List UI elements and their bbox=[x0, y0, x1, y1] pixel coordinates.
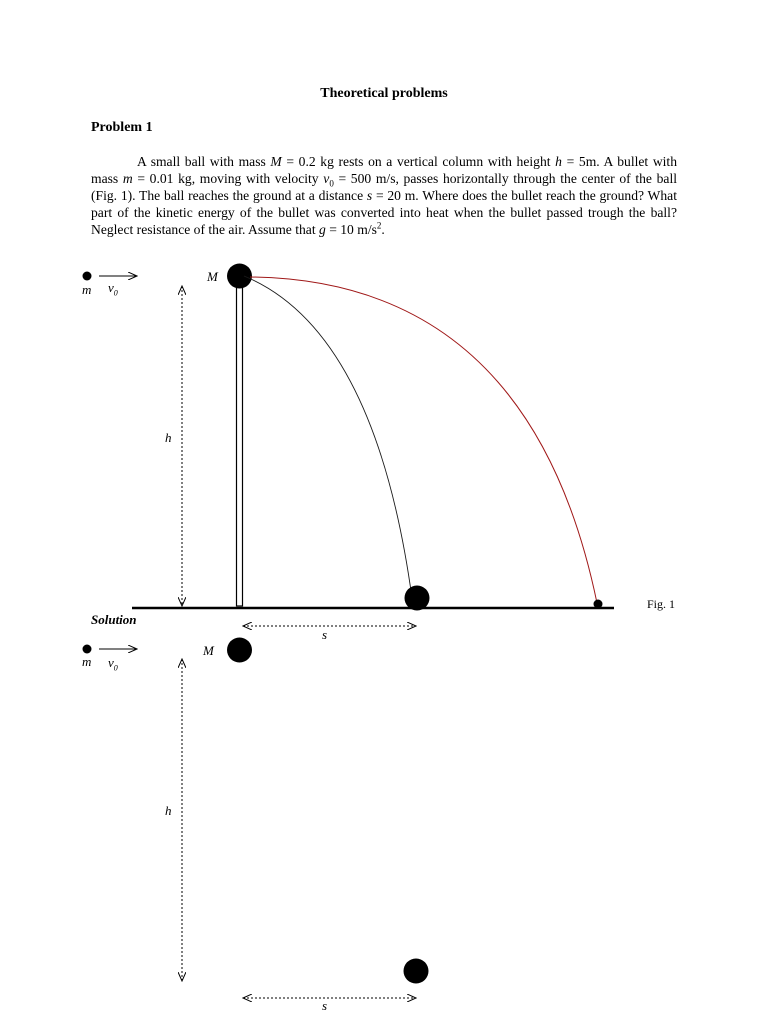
column bbox=[237, 284, 243, 606]
ball-landed-2 bbox=[404, 959, 429, 984]
ball-trajectory bbox=[244, 276, 412, 598]
bullet-dot-2 bbox=[83, 645, 92, 654]
ball-on-column bbox=[227, 264, 252, 289]
ball-2 bbox=[227, 638, 252, 663]
label-h: h bbox=[165, 430, 172, 445]
label-s: s bbox=[322, 627, 328, 642]
label-m-2: m bbox=[82, 654, 92, 669]
figure-caption: Fig. 1 bbox=[647, 597, 676, 611]
bullet-landed bbox=[594, 600, 603, 609]
problem-statement: A small ball with mass M = 0.2 kg rests on a vertical column with height h = 5m. A bullet with mass m = 0.01 kg, moving with velocity $v_0 = 500$ m/s, passes horizontally through the center of the ball (Fig. 1). The ball reaches the ground at a distance s = 20 m. Where does the bullet reach the ground? What part of the kinetic energy of the bullet was converted into heat when the bullet passed trough the ball? Neglect resistance of the air. Assume that g = 10 $m/s^2$. bbox=[91, 154, 678, 237]
label-M-2: M bbox=[203, 643, 214, 658]
bullet-trajectory bbox=[250, 277, 597, 603]
label-s-2: s bbox=[322, 998, 328, 1013]
label-m: m bbox=[82, 282, 92, 297]
bullet-dot bbox=[83, 272, 92, 281]
label-h-2: h bbox=[165, 803, 172, 818]
ball-landed bbox=[405, 586, 430, 611]
label-v0-2: $v_0$ bbox=[108, 655, 118, 673]
solution-heading: Solution bbox=[91, 612, 137, 627]
problem-heading: Problem 1 bbox=[91, 120, 153, 135]
label-v0: $v_0$ bbox=[108, 280, 118, 298]
page-title: Theoretical problems bbox=[320, 86, 448, 101]
label-M: M bbox=[207, 269, 218, 284]
